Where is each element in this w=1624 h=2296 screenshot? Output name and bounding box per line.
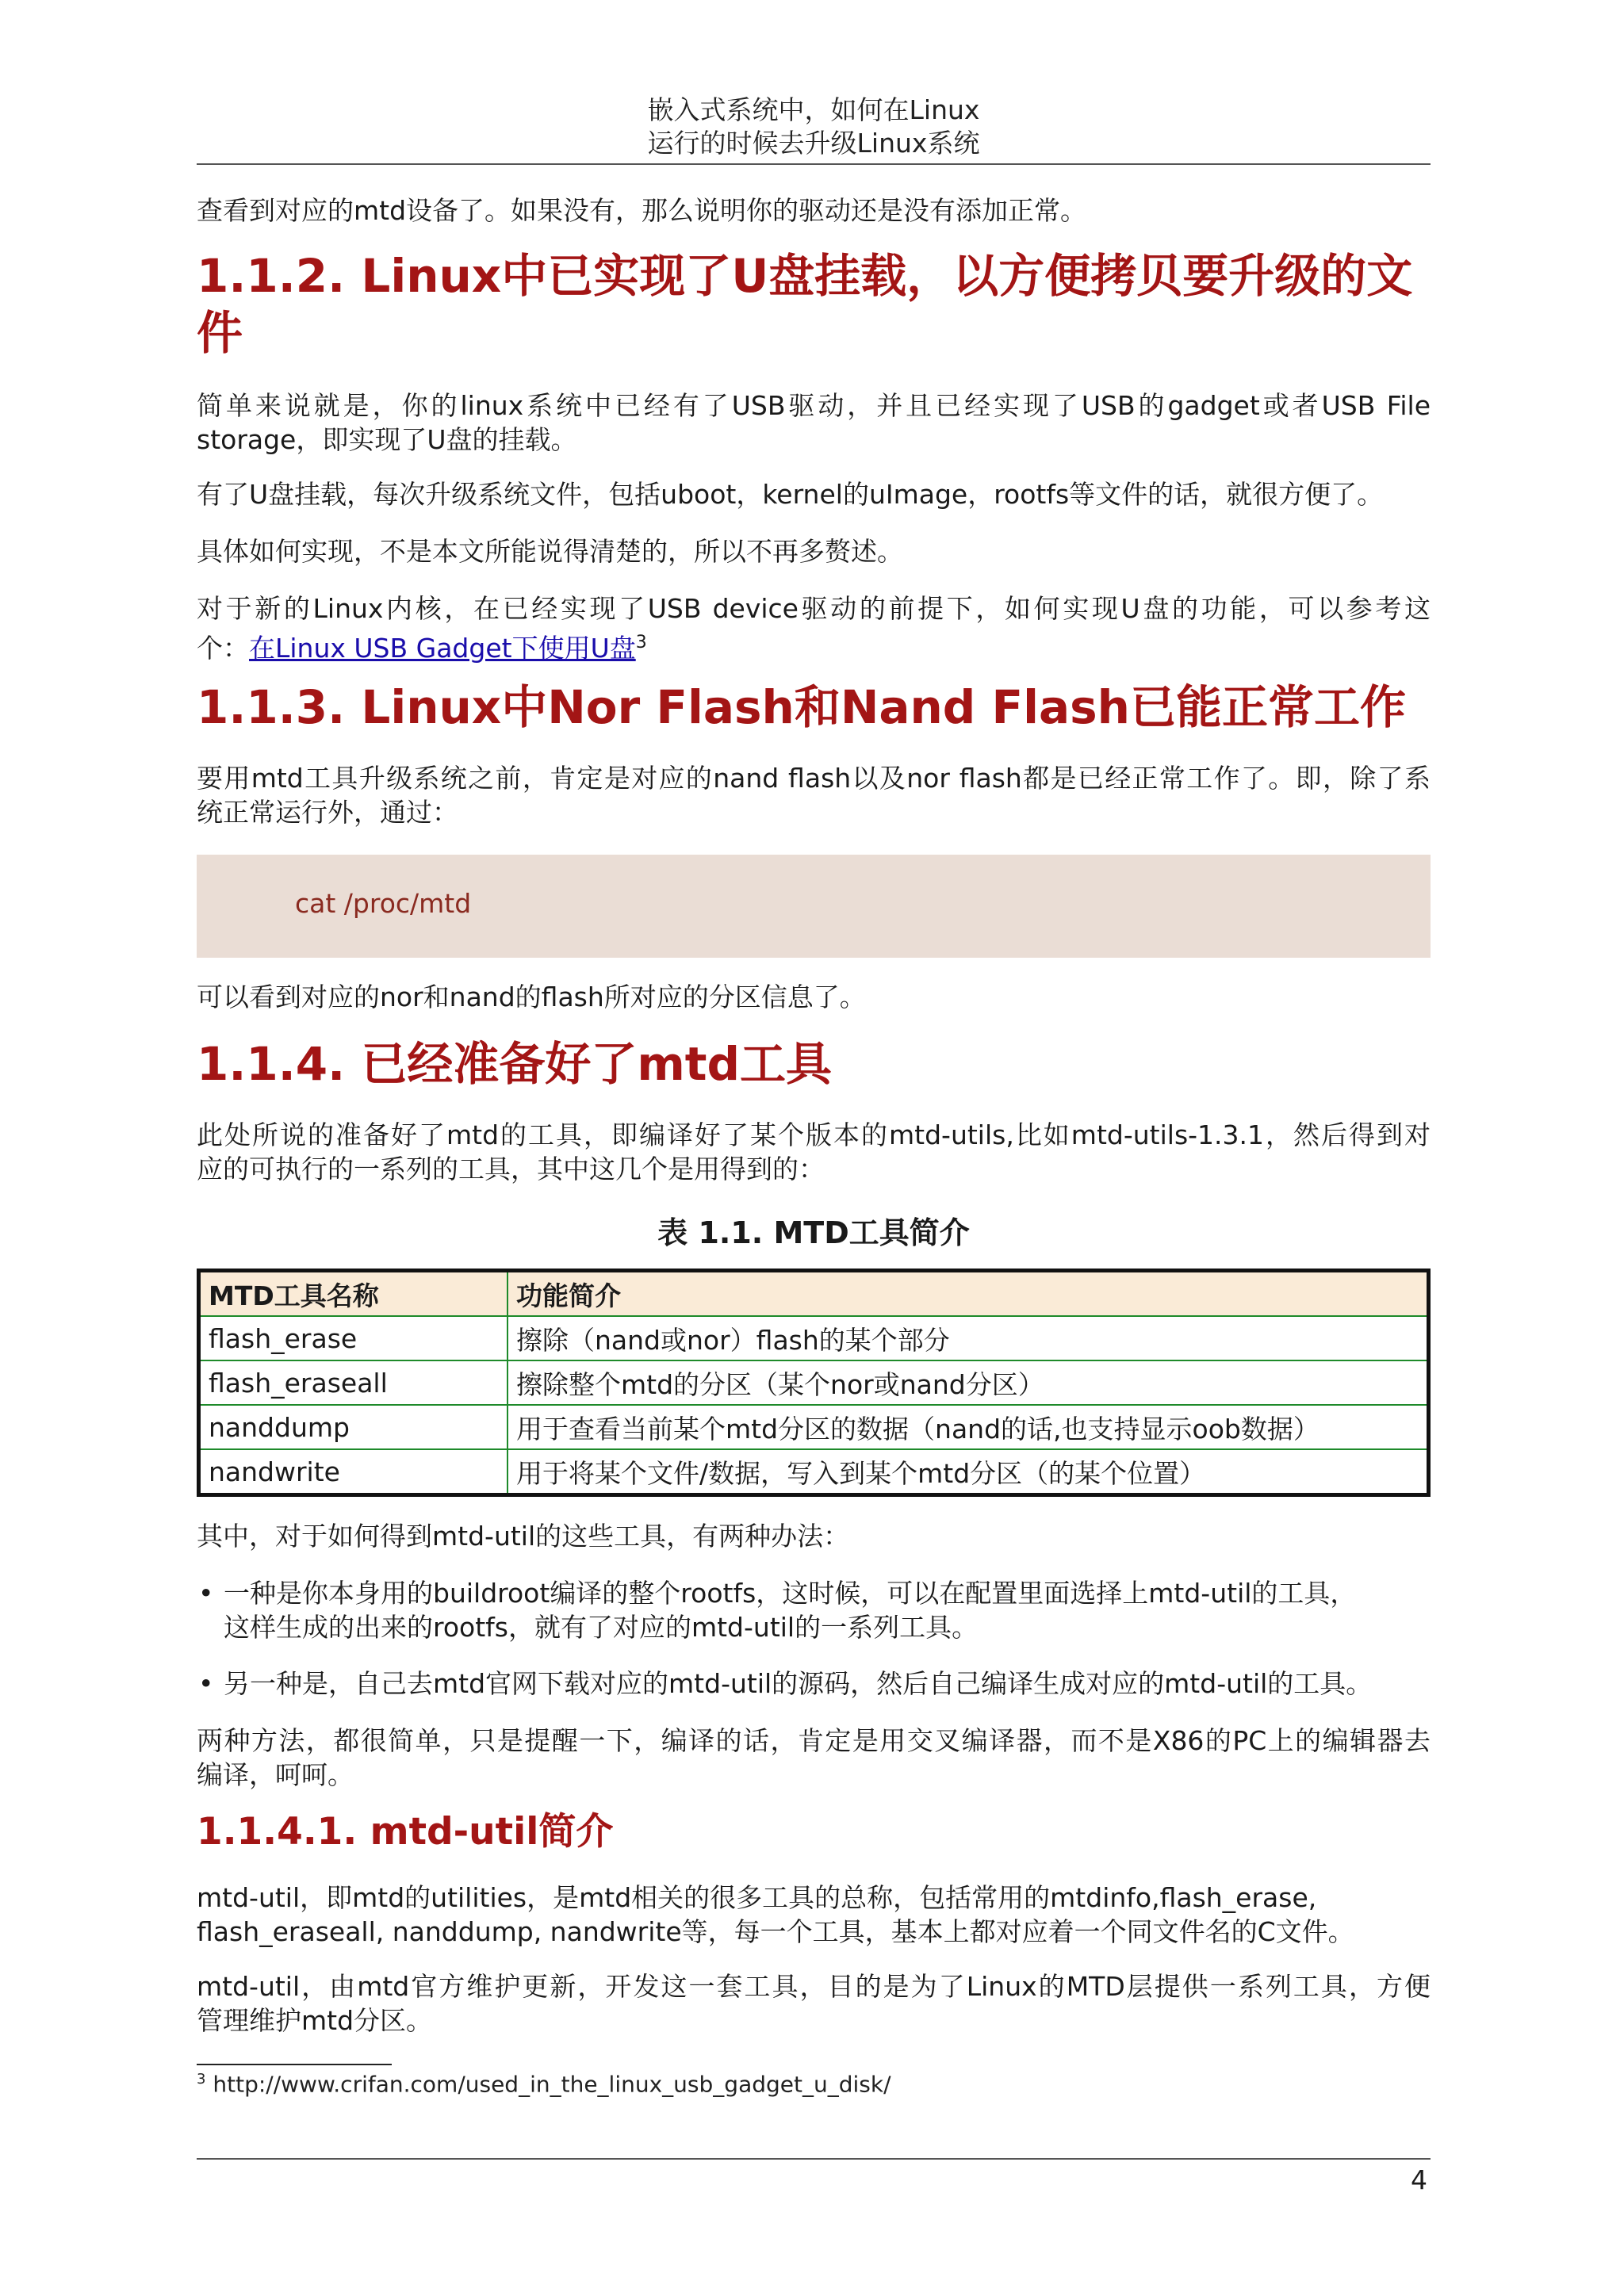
list-item xyxy=(197,1576,1431,1644)
sec112-paragraph-1-line-1: 简单来说就是，你的linux系统中已经有了USB驱动，并且已经实现了USB的gadget或者USB File xyxy=(197,390,1431,421)
section-heading-1-1-4-1: 1.1.4.1. mtd-util简介 xyxy=(197,1810,614,1854)
sec114-paragraph-1-line-1: 此处所说的准备好了mtd的工具，即编译好了某个版本的mtd-utils,比如mtd-utils-1.3.1，然后得到对 xyxy=(197,1119,1431,1150)
table-row xyxy=(199,1449,1429,1495)
table-cell-tool: nandwrite xyxy=(199,1449,508,1495)
sec112-paragraph-3: 具体如何实现，不是本文所能说得清楚的，所以不再多赘述。 xyxy=(197,536,903,567)
table-row xyxy=(199,1316,1429,1360)
section-heading-1-1-2: 1.1.2. Linux中已实现了U盘挂载，以方便拷贝要升级的文件 xyxy=(197,249,1413,360)
sec113-paragraph-1-line-1: 要用mtd工具升级系统之前，肯定是对应的nand flash以及nor flash都是已经正常工作了。即，除了系 xyxy=(197,763,1431,794)
footer-divider xyxy=(197,2158,1431,2160)
sec112-p4-prefix: 个： xyxy=(197,633,249,664)
table-header-cell: MTD工具名称 xyxy=(199,1271,508,1317)
table-row xyxy=(199,1405,1429,1449)
table-cell-tool: flash_erase xyxy=(199,1316,508,1360)
section-heading-1-1-3: 1.1.3. Linux中Nor Flash和Nand Flash已能正常工作 xyxy=(197,680,1406,734)
page-number: 4 xyxy=(1411,2164,1427,2195)
running-header xyxy=(197,94,1431,160)
table-caption: 表 1.1. MTD工具简介 xyxy=(657,1215,970,1250)
table-cell-description: 用于将某个文件/数据，写入到某个mtd分区（的某个位置） xyxy=(508,1449,1429,1495)
code-text: cat /proc/mtd xyxy=(295,888,472,919)
sec112-paragraph-4-line-2 xyxy=(197,626,1431,665)
table-cell-tool: nanddump xyxy=(199,1405,508,1449)
sec112-paragraph-4-line-1: 对于新的Linux内核，在已经实现了USB device驱动的前提下，如何实现U盘的功能，可以参考这 xyxy=(197,593,1431,624)
sec1141-paragraph-1-line-2: flash_eraseall, nanddump, nandwrite等，每一个工具，基本上都对应着一个同文件名的C文件。 xyxy=(197,1916,1354,1947)
code-block xyxy=(197,855,1431,958)
intro-paragraph: 查看到对应的mtd设备了。如果没有，那么说明你的驱动还是没有添加正常。 xyxy=(197,195,1087,226)
sec112-paragraph-2: 有了U盘挂载，每次升级系统文件，包括uboot，kernel的uImage，rootfs等文件的话，就很方便了。 xyxy=(197,479,1384,510)
footnote-number: 3 xyxy=(197,2071,206,2087)
bullet-icon: • xyxy=(198,1578,214,1609)
header-line-2: 运行的时候去升级Linux系统 xyxy=(647,128,980,159)
footnote xyxy=(197,2071,891,2097)
footnote-divider xyxy=(197,2064,392,2065)
footnote-ref[interactable]: 3 xyxy=(635,633,647,652)
section-heading-1-1-4: 1.1.4. 已经准备好了mtd工具 xyxy=(197,1037,833,1091)
sec113-paragraph-2: 可以看到对应的nor和nand的flash所对应的分区信息了。 xyxy=(197,982,866,1012)
sec114-paragraph-2-line-2: 编译，呵呵。 xyxy=(197,1759,354,1790)
sec114-paragraph-1-line-2: 应的可执行的一系列的工具，其中这几个是用得到的： xyxy=(197,1154,825,1184)
bullet-icon: • xyxy=(198,1668,214,1699)
sec113-paragraph-1-line-2: 统正常运行外，通过： xyxy=(197,797,458,828)
table-cell-description: 擦除（nand或nor）flash的某个部分 xyxy=(508,1316,1429,1360)
sec114-paragraph-2-line-1: 两种方法，都很简单，只是提醒一下，编译的话，肯定是用交叉编译器，而不是X86的PC上的编辑器去 xyxy=(197,1725,1431,1756)
mtd-tools-table xyxy=(197,1269,1431,1497)
table-header-row xyxy=(199,1271,1429,1317)
list-item xyxy=(197,1667,1431,1701)
sec1141-paragraph-2-line-2: 管理维护mtd分区。 xyxy=(197,2005,433,2036)
table-header-cell: 功能简介 xyxy=(508,1271,1429,1317)
usb-gadget-link[interactable]: 在Linux USB Gadget下使用U盘 xyxy=(249,633,636,664)
method-list xyxy=(197,1576,1431,1701)
table-row xyxy=(199,1360,1429,1405)
sec112-paragraph-1-line-2: storage，即实现了U盘的挂载。 xyxy=(197,424,577,455)
sec1141-paragraph-1-line-1: mtd-util，即mtd的utilities，是mtd相关的很多工具的总称，包括常用的mtdinfo,flash_erase, xyxy=(197,1882,1317,1913)
header-line-1: 嵌入式系统中，如何在Linux xyxy=(647,94,980,125)
list-item-text: 另一种是，自己去mtd官网下载对应的mtd-util的源码，然后自己编译生成对应的mtd-util的工具。 xyxy=(224,1668,1373,1699)
table-cell-description: 擦除整个mtd的分区（某个nor或nand分区） xyxy=(508,1360,1429,1405)
list-item-line-1: 一种是你本身用的buildroot编译的整个rootfs，这时候，可以在配置里面选择上mtd-util的工具， xyxy=(224,1578,1357,1609)
footnote-url[interactable]: http://www.crifan.com/used_in_the_linux_usb_gadget_u_disk/ xyxy=(213,2071,891,2098)
sec1141-paragraph-2-line-1: mtd-util，由mtd官方维护更新，开发这一套工具，目的是为了Linux的MTD层提供一系列工具，方便 xyxy=(197,1971,1431,2002)
table-cell-description: 用于查看当前某个mtd分区的数据（nand的话,也支持显示oob数据） xyxy=(508,1405,1429,1449)
header-divider xyxy=(197,163,1431,165)
table-cell-tool: flash_eraseall xyxy=(199,1360,508,1405)
after-table-paragraph: 其中，对于如何得到mtd-util的这些工具，有两种办法： xyxy=(197,1521,850,1552)
list-item-line-2: 这样生成的出来的rootfs，就有了对应的mtd-util的一系列工具。 xyxy=(224,1612,979,1643)
